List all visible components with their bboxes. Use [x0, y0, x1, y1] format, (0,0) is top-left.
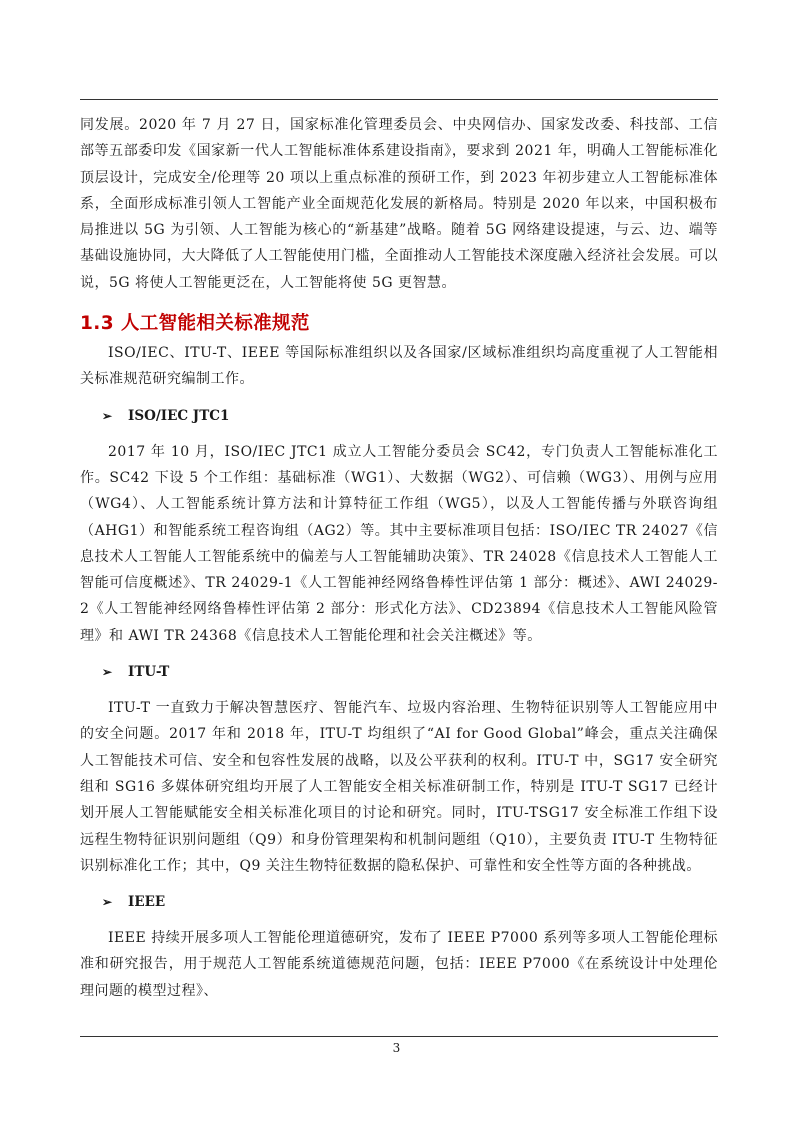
- bullet-iso-iec: [102, 404, 718, 428]
- iso-iec-paragraph: 2017 年 10 月，ISO/IEC JTC1 成立人工智能分委员会 SC42，专门负责人工智能标准化工作。SC42 下设 5 个工作组：基础标准（WG1）、大数据（WG2）、可信赖（WG3）、用例与应用（WG4）、人工智能系统计算方法和计算特征工作组（WG5），以及人工智能传播与外联咨询组（AHG1）和智能系统工程咨询组（AG2）等。其中主要标准项目包括：ISO/IEC TR 24027《信息技术人工智能人工智能系统中的偏差与人工智能辅助决策》、TR 24028《信息技术人工智能人工智能可信度概述》、TR 24029-1《人工智能神经网络鲁棒性评估第 1 部分：概述》、AWI 24029-2《人工智能神经网络鲁棒性评估第 2 部分：形式化方法》、CD23894《信息技术人工智能风险管理》和 AWI TR 24368《信息技术人工智能伦理和社会关注概述》等。: [80, 443, 718, 644]
- arrow-bullet-icon: ➢: [102, 665, 113, 680]
- bullet-title: ITU-T: [128, 664, 170, 681]
- page-content: [80, 112, 718, 1004]
- arrow-bullet-icon: ➢: [102, 895, 113, 910]
- bullet-title: ISO/IEC JTC1: [128, 407, 230, 424]
- footer-rule: [80, 1036, 718, 1037]
- itu-t-paragraph: ITU-T 一直致力于解决智慧医疗、智能汽车、垃圾内容治理、生物特征识别等人工智能应用中的安全问题。2017 年和 2018 年，ITU-T 均组织了“AI for Good Global”峰会，重点关注确保人工智能技术可信、安全和包容性发展的战略，以及公平获利的权利。ITU-T 中，SG17 安全研究组和 SG16 多媒体研究组均开展了人工智能安全相关标准研制工作，特别是 ITU-T SG17 已经计划开展人工智能赋能安全相关标准化项目的讨论和研究。同时，ITU-TSG17 安全标准工作组下设远程生物特征识别问题组（Q9）和身份管理架构和机制问题组（Q10），主要负责 ITU-T 生物特征识别标准化工作；其中，Q9 关注生物特征数据的隐私保护、可靠性和安全性等方面的各种挑战。: [80, 700, 718, 874]
- section-intro-paragraph: ISO/IEC、ITU-T、IEEE 等国际标准组织以及各国家/区域标准组织均高度重视了人工智能相关标准规范研究编制工作。: [80, 345, 718, 388]
- bullet-ieee: [102, 890, 718, 914]
- arrow-bullet-icon: ➢: [102, 408, 113, 423]
- page-number: 3: [392, 1041, 401, 1055]
- bullet-title: IEEE: [128, 894, 166, 911]
- section-heading: 1.3 人工智能相关标准规范: [80, 313, 310, 335]
- bullet-itu-t: [102, 660, 718, 684]
- intro-paragraph: 同发展。2020 年 7 月 27 日，国家标准化管理委员会、中央网信办、国家发改委、科技部、工信部等五部委印发《国家新一代人工智能标准体系建设指南》，要求到 2021 年，明确人工智能标准化顶层设计，完成安全/伦理等 20 项以上重点标准的预研工作，到 2023 年初步建立人工智能标准体系，全面形成标准引领人工智能产业全面规范化发展的新格局。特别是 2020 年以来，中国积极布局推进以 5G 为引领、人工智能为核心的“新基建”战略。随着 5G 网络建设提速，与云、边、端等基础设施协同，大大降低了人工智能使用门槛，全面推动人工智能技术深度融入经济社会发展。可以说，5G 将使人工智能更泛在，人工智能将使 5G 更智慧。: [80, 117, 718, 291]
- ieee-paragraph: IEEE 持续开展多项人工智能伦理道德研究，发布了 IEEE P7000 系列等多项人工智能伦理标准和研究报告，用于规范人工智能系统道德规范问题，包括：IEEE P7000《在系统设计中处理伦理问题的模型过程》、: [80, 930, 718, 999]
- header-rule: [80, 99, 718, 100]
